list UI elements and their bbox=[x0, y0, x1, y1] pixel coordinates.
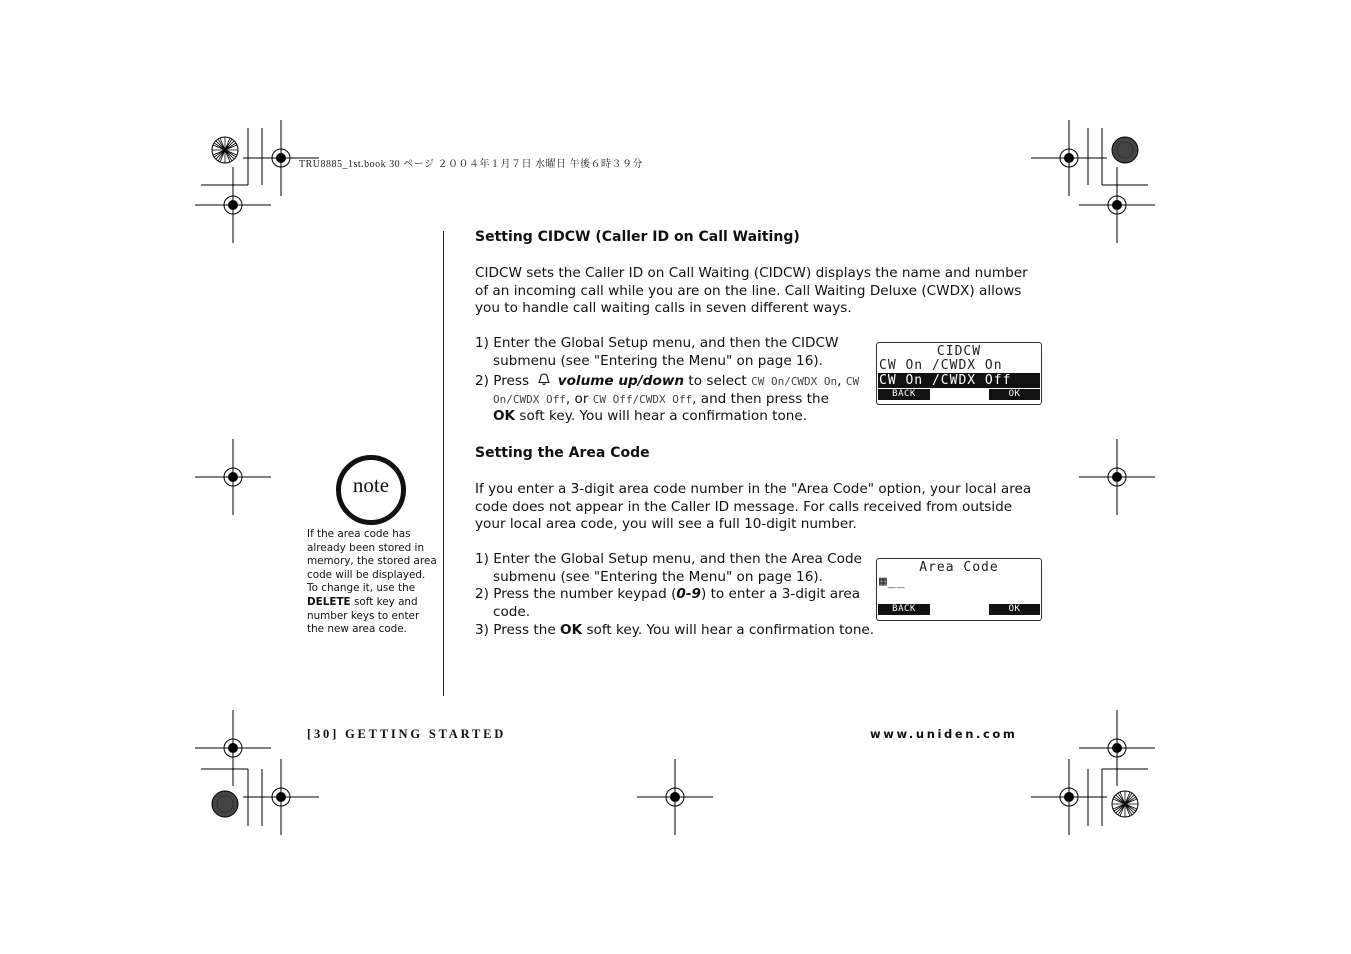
area-step-1-line-b: submenu (see "Entering the Menu" on page 16). bbox=[493, 568, 823, 585]
area-step-3-line-b: soft key. You will hear a confirmation tone. bbox=[586, 622, 875, 638]
lcd-area-back-softkey[interactable]: BACK bbox=[878, 604, 930, 615]
ok-key-label-2: OK bbox=[560, 622, 583, 638]
lcd-area-code bbox=[876, 558, 1042, 621]
note-text-b: soft key and number keys to enter the new area code. bbox=[307, 595, 420, 636]
cidcw-step-2: 2) Press volume up/down to select CW On/CWDX On, CW On/CWDX Off, or CW Off/CWDX Off, and then press the OK soft key. You will hear a confirmation tone. bbox=[475, 373, 860, 425]
area-code-intro: If you enter a 3-digit area code number in the "Area Code" option, your local area code does not appear in the Caller ID message. For calls received from outside your local area code, you will see a full 10-digit number. bbox=[475, 481, 1032, 533]
cidcw-step-1-line-a: 1) Enter the Global Setup menu, and then the CIDCW bbox=[475, 335, 839, 351]
footer-page-section: [30] GETTING STARTED bbox=[307, 727, 507, 741]
keypad-key-label: 0-9 bbox=[676, 586, 701, 602]
area-step-3 bbox=[475, 622, 895, 640]
option-cw-on-cwdx-on: CW On/CWDX On bbox=[751, 375, 838, 388]
area-step-2-line-b: ) to enter a 3-digit area bbox=[700, 586, 861, 602]
option-cw-off-cwdx-off: CW Off/CWDX Off bbox=[592, 392, 693, 406]
lcd-cidcw-line-1: CW On /CWDX On bbox=[879, 358, 1003, 373]
cidcw-step-1-line-b: submenu (see "Entering the Menu" on page 16). bbox=[493, 352, 823, 369]
lcd-cidcw-line-2-selected: CW On /CWDX Off bbox=[878, 373, 1040, 388]
area-step-2-line-c: code. bbox=[493, 603, 531, 620]
section-heading-area-code: Setting the Area Code bbox=[475, 445, 650, 461]
cidcw-step-2-tail: , and then press the bbox=[692, 390, 829, 407]
ok-key-label: OK bbox=[493, 408, 516, 425]
column-divider bbox=[443, 231, 444, 696]
area-step-1-line-a: 1) Enter the Global Setup menu, and then the Area Code bbox=[475, 551, 862, 567]
lcd-cidcw bbox=[876, 342, 1042, 405]
delete-key-label: DELETE bbox=[307, 595, 351, 608]
print-header: TRU8885_1st.book 30 ページ ２００４年１月７日 水曜日 午後６時３９分 bbox=[299, 159, 643, 170]
volume-key-label: volume up/down bbox=[557, 373, 685, 389]
note-text-a: If the area code has already been stored in memory, the stored area code will be displayed. To change it, use the bbox=[307, 528, 437, 595]
area-step-3-line-a: 3) Press the bbox=[475, 622, 556, 638]
note-text bbox=[307, 528, 439, 637]
footer-website: www.uniden.com bbox=[870, 727, 1018, 741]
bell-icon bbox=[537, 373, 551, 386]
option-cw-on-cwdx-off-a: CW bbox=[845, 375, 860, 388]
cidcw-step-2-prefix: 2) Press bbox=[475, 373, 530, 389]
lcd-cidcw-ok-softkey[interactable]: OK bbox=[989, 389, 1040, 400]
lcd-area-code-title: Area Code bbox=[919, 560, 999, 575]
lcd-cidcw-back-softkey[interactable]: BACK bbox=[878, 389, 930, 400]
area-step-2 bbox=[475, 586, 875, 621]
lcd-area-ok-softkey[interactable]: OK bbox=[989, 604, 1040, 615]
lcd-cidcw-title: CIDCW bbox=[936, 344, 982, 359]
lcd-area-code-entry: ▦__ bbox=[879, 574, 906, 589]
cidcw-intro: CIDCW sets the Caller ID on Call Waiting (CIDCW) displays the name and number of an incoming call while you are on the line. Call Waiting Deluxe (CWDX) allows you to handle call waiting calls in seven different ways. bbox=[475, 265, 1028, 317]
cidcw-step-2-end: soft key. You will hear a confirmation tone. bbox=[519, 408, 808, 425]
section-heading-cidcw: Setting CIDCW (Caller ID on Call Waiting) bbox=[475, 229, 800, 245]
area-step-1 bbox=[475, 551, 875, 586]
cidcw-step-1 bbox=[475, 335, 865, 370]
note-label: note bbox=[352, 473, 390, 497]
option-cw-on-cwdx-off-b: On/CWDX Off bbox=[493, 392, 566, 406]
or-text: , or bbox=[565, 390, 589, 407]
area-step-2-line-a: 2) Press the number keypad ( bbox=[475, 586, 677, 602]
cidcw-step-2-mid: to select bbox=[688, 373, 747, 389]
